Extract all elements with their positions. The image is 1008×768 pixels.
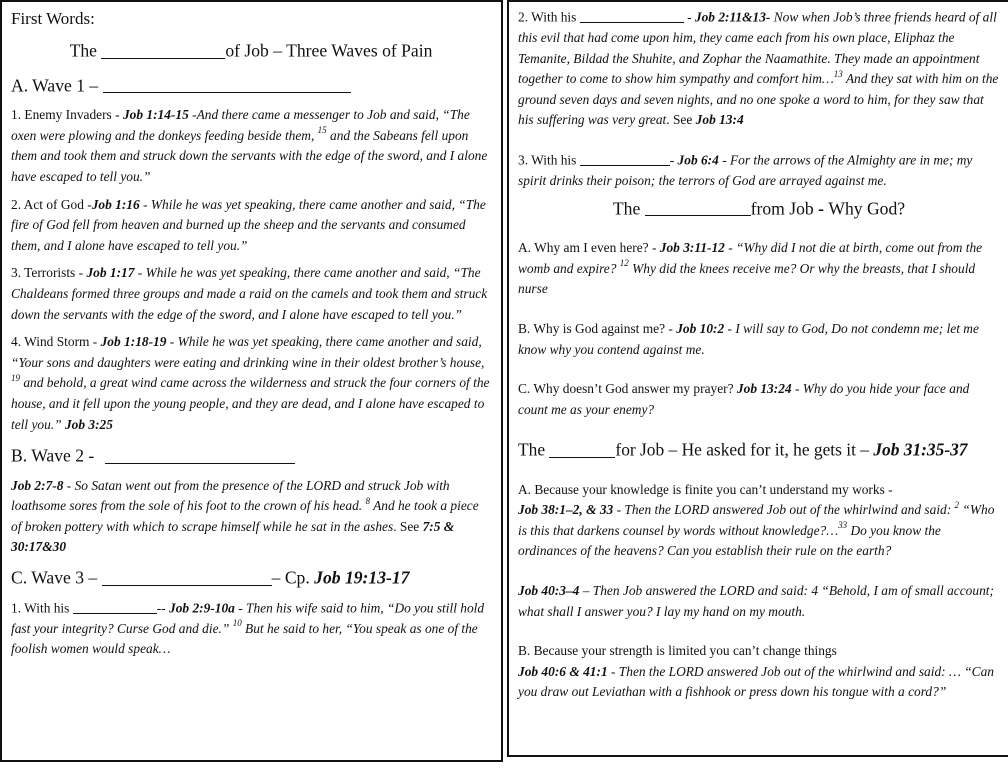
scripture-ref: Job 1:14-15 bbox=[122, 107, 189, 123]
scripture-text: - Then his wife said to him, “Do you still hold fast your integrity? Curse God and die.” bbox=[11, 600, 485, 636]
scripture-text: – Then Job answered the LORD and said: 4 “Behold, I am of small account; what shall I answer you? I lay my hand on my mouth. bbox=[518, 583, 994, 619]
title-tail: Why God? bbox=[828, 198, 906, 219]
scripture-ref: 7:5 & 30:17&30 bbox=[11, 518, 455, 555]
wave-3-cp: – Cp. bbox=[271, 567, 315, 588]
wave-2-body bbox=[11, 476, 491, 558]
scripture-text: - I will say to God, Do not condemn me; let me know why you contend against me. bbox=[518, 320, 979, 357]
section-title-why-god bbox=[518, 196, 1000, 220]
scripture-ref: Job 1:17 bbox=[86, 265, 135, 281]
answer-lead: B. Because your strength is limited you can’t change things bbox=[518, 643, 837, 659]
scripture-ref: Job 1:16 bbox=[91, 196, 140, 212]
scripture-text: - While he was yet speaking, there came another and said, “The fire of God fell from heaven and burned up the sheep and the servants and consumed them, and I alone have escaped to tell you.” bbox=[11, 196, 486, 253]
wave-1-heading bbox=[11, 73, 491, 97]
scripture-ref: Job 6:4 bbox=[677, 152, 719, 168]
wave-1-label: A. Wave 1 – bbox=[11, 75, 99, 96]
question-a bbox=[518, 238, 1000, 300]
fill-in-blank[interactable] bbox=[101, 40, 225, 59]
wave-3-label: C. Wave 3 – bbox=[11, 567, 98, 588]
verse-number: 19 bbox=[11, 372, 20, 383]
verse-number: 33 bbox=[838, 520, 848, 531]
wave-1-item-4 bbox=[11, 332, 491, 435]
verse-number: 15 bbox=[317, 125, 327, 136]
scripture-ref: Job 38:1–2, & 33 bbox=[518, 502, 614, 518]
separator: - bbox=[613, 502, 625, 518]
see-label: . See bbox=[666, 112, 696, 128]
verse-number: 13 bbox=[833, 68, 843, 79]
question-b bbox=[518, 319, 1000, 360]
fill-in-blank[interactable] bbox=[105, 445, 295, 464]
wave-1-item-1 bbox=[11, 105, 491, 187]
title-suffix: of Job – Three Waves of Pain bbox=[225, 40, 433, 61]
separator: - bbox=[813, 198, 829, 219]
title-suffix: for Job – He asked for it, he gets it – bbox=[615, 439, 874, 460]
left-page-panel bbox=[0, 0, 503, 762]
wave-2-heading bbox=[11, 443, 491, 467]
scripture-ref: Job 13:4 bbox=[695, 112, 744, 128]
item-lead: 2. Act of God - bbox=[11, 196, 92, 212]
item-lead: 4. Wind Storm - bbox=[11, 334, 101, 350]
answer-lead: A. Because your knowledge is finite you can’t understand my works - bbox=[518, 481, 893, 497]
scripture-ref: Job 3:25 bbox=[64, 416, 113, 432]
wave-1-item-2 bbox=[11, 195, 491, 257]
scripture-text: and behold, a great wind came across the wilderness and struck the four corners of the house, and it fell upon the young people, and they are dead, and I alone have escaped to tell you.” bbox=[11, 375, 490, 432]
scripture-ref: Job 13:24 bbox=[736, 381, 792, 397]
fill-in-blank[interactable] bbox=[580, 152, 670, 166]
wave-3-heading bbox=[11, 565, 491, 589]
answer-b bbox=[518, 641, 1000, 703]
question-lead: C. Why doesn’t God answer my prayer? bbox=[518, 381, 737, 397]
scripture-ref: Job 31:35-37 bbox=[873, 439, 968, 460]
item-lead: 1. With his bbox=[11, 600, 70, 616]
title-prefix: The bbox=[518, 439, 546, 460]
scripture-text: “Who is this that darkens counsel by words without knowledge?… bbox=[518, 502, 995, 538]
scripture-text: - While he was yet speaking, there came another and said, “Your sons and daughters were eating and drinking wine in their oldest brother’s house, bbox=[11, 334, 485, 370]
fill-in-blank[interactable] bbox=[645, 198, 751, 217]
question-c bbox=[518, 379, 1000, 420]
scripture-ref: Job 19:13-17 bbox=[314, 567, 410, 588]
verse-number: 2 bbox=[954, 499, 960, 510]
right-page-panel bbox=[507, 0, 1008, 757]
scripture-text: But he said to her, “You speak as one of the foolish women would speak… bbox=[11, 620, 478, 657]
item-lead: 3. Terrorists - bbox=[11, 265, 87, 281]
verse-number: 10 bbox=[232, 618, 242, 629]
scripture-text: And he took a piece of broken pottery with which to scrape himself while he sat in the ashes bbox=[11, 498, 479, 534]
scripture-text: - So Satan went out from the presence of the LORD and struck Job with loathsome sores from the sole of his foot to the crown of his head. bbox=[11, 477, 450, 514]
separator: - bbox=[607, 663, 619, 679]
title-suffix: from Job bbox=[750, 198, 814, 219]
item-lead: 2. With his bbox=[518, 9, 577, 25]
scripture-text: Why did the knees receive me? Or why the breasts, that I should nurse bbox=[518, 260, 976, 297]
separator: - bbox=[791, 381, 803, 397]
scripture-text: and the Sabeans fell upon them and took them and struck down the servants with the edge of the sword, and I alone have escaped to tell you.” bbox=[11, 127, 488, 184]
scripture-text: And they sat with him on the ground seven days and seven nights, and no one spoke a word to him, for they saw that his suffering was very great bbox=[518, 71, 999, 128]
question-lead: A. Why am I even here? - bbox=[518, 240, 660, 256]
scripture-ref: Job 3:11-12 bbox=[659, 240, 725, 256]
fill-in-blank[interactable] bbox=[102, 567, 272, 586]
scripture-text: Why do you hide your face and count me as your enemy? bbox=[518, 381, 970, 417]
fill-in-blank[interactable] bbox=[73, 600, 157, 614]
separator: - bbox=[669, 152, 678, 168]
section-title-for-job bbox=[518, 437, 1000, 460]
verse-number: 12 bbox=[619, 258, 629, 269]
separator: -- bbox=[156, 600, 170, 616]
separator: - bbox=[724, 240, 737, 256]
fill-in-blank[interactable] bbox=[580, 9, 684, 23]
scripture-text: Now when Job’s three friends heard of all this evil that had come upon him, they came each from his own place, Eliphaz the Temanite, Bildad the Shuhite, and Zophar the Naamathite. They made an appointment together to come to show him sympathy and comfort him… bbox=[518, 9, 997, 87]
wave-1-item-3 bbox=[11, 263, 491, 325]
scripture-ref: Job 1:18-19 bbox=[100, 334, 167, 350]
fill-in-blank[interactable] bbox=[549, 439, 615, 457]
title-prefix: The bbox=[69, 40, 97, 61]
scripture-text: - While he was yet speaking, there came another and said, “The Chaldeans formed three groups and made a raid on the camels and took them and struck down the servants with the edge of the sword, and I alone have escaped to tell you.” bbox=[11, 265, 488, 322]
item-lead: 3. With his bbox=[518, 152, 577, 168]
scripture-text: Then the LORD answered Job out of the whirlwind and said: bbox=[624, 502, 955, 518]
verse-number: 8 bbox=[365, 495, 370, 506]
scripture-text: Do you know the ordinances of the heavens? Can you establish their rule on the earth? bbox=[518, 522, 941, 559]
separator: - bbox=[683, 9, 695, 25]
scripture-text: -And there came a messenger to Job and said, “The oxen were plowing and the donkeys feeding beside them, bbox=[11, 107, 470, 143]
scripture-text: “Why did I not die at birth, come out from the womb and expire? bbox=[518, 240, 983, 276]
scripture-ref: Job 40:3–4 bbox=[518, 583, 580, 599]
section-title-three-waves bbox=[11, 38, 491, 62]
see-label: . See bbox=[393, 518, 423, 534]
scripture-text: - For the arrows of the Almighty are in me; my spirit drinks their poison; the terrors of God are arrayed against me. bbox=[518, 152, 973, 188]
first-words-heading: First Words: bbox=[11, 9, 95, 28]
question-lead: B. Why is God against me? - bbox=[518, 320, 677, 336]
wave-3-item-1 bbox=[11, 598, 491, 660]
wave-3-item-3 bbox=[518, 150, 1000, 192]
wave-2-label: B. Wave 2 - bbox=[11, 445, 95, 466]
scripture-text: Then the LORD answered Job out of the whirlwind and said: … “Can you draw out Leviathan with a fishhook or press down his tongue with a cord?” bbox=[518, 663, 994, 700]
fill-in-blank[interactable] bbox=[103, 75, 351, 94]
scripture-ref: Job 2:7-8 bbox=[11, 477, 64, 493]
scripture-ref: Job 40:6 & 41:1 bbox=[518, 663, 608, 679]
scripture-ref: Job 2:9-10a bbox=[169, 600, 235, 616]
title-prefix: The bbox=[612, 198, 641, 219]
answer-a-response bbox=[518, 581, 1000, 622]
answer-a bbox=[518, 480, 1000, 562]
item-lead: 1. Enemy Invaders - bbox=[11, 107, 123, 123]
scripture-ref: Job 10:2 bbox=[676, 320, 725, 336]
wave-3-item-2 bbox=[518, 7, 1000, 131]
scripture-ref: Job 2:11&13- bbox=[694, 9, 771, 25]
